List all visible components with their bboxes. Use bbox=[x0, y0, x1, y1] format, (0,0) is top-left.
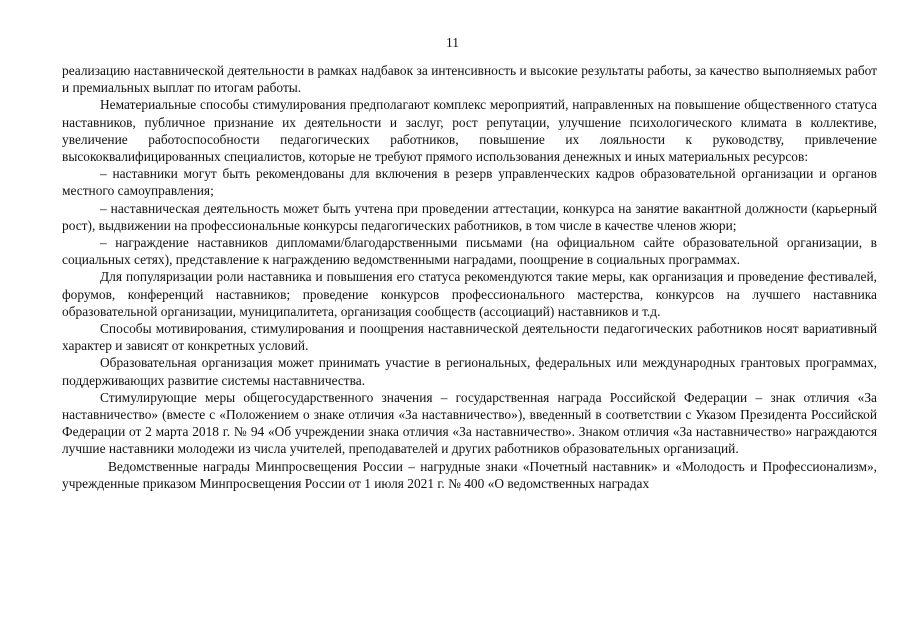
page-body bbox=[62, 62, 877, 492]
page-number: 11 bbox=[446, 35, 459, 50]
list-item-management-reserve: – наставники могут быть рекомендованы для включения в резерв управленческих кадров образовательной организации и органов местного самоуправления; bbox=[62, 166, 877, 199]
paragraph-ministry-awards: Ведомственные награды Минпросвещения России – нагрудные знаки «Почетный наставник» и «Молодость и Профессионализм», учрежденные приказом Минпросвещения России от 1 июля 2021 г. № 400 «О ведомственных наградах bbox=[62, 458, 877, 491]
paragraph-state-award: Стимулирующие меры общегосударственного значения – государственная награда Российской Федерации – знак отличия «За наставничество» (вместе с «Положением о знаке отличия «За наставничество»), введенный в соответствии с Указом Президента Российской Федерации от 2 марта 2018 г. № 94 «Об учреждении знака отличия «За наставничество». Знаком отличия «За наставничество» награждаются лучшие наставники молодежи из числа учителей, преподавателей и других работников образовательных организаций. bbox=[62, 389, 877, 457]
paragraph-continuation: реализацию наставнической деятельности в рамках надбавок за интенсивность и высокие результаты работы, за качество выполняемых работ и премиальных выплат по итогам работы. bbox=[62, 63, 877, 96]
list-item-awards: – награждение наставников дипломами/благодарственными письмами (на официальном сайте образовательной организации, в социальных сетях), представление к награждению ведомственными наградами, поощрение в социальных программах. bbox=[62, 235, 877, 268]
paragraph-grant-programs: Образовательная организация может принимать участие в региональных, федеральных или международных грантовых программах, поддерживающих развитие системы наставничества. bbox=[62, 355, 877, 388]
paragraph-nonmaterial-methods: Нематериальные способы стимулирования предполагают комплекс мероприятий, направленных на повышение общественного статуса наставников, публичное признание их деятельности и заслуг, рост репутации, улучшение психологического климата в коллективе, увеличение работоспособности педагогических работников, повышение их лояльности к руководству, привлечение высококвалифицированных специалистов, которые не требуют прямого использования денежных и иных материальных ресурсов: bbox=[62, 97, 877, 165]
list-item-attestation: – наставническая деятельность может быть учтена при проведении аттестации, конкурса на занятие вакантной должности (карьерный рост), выдвижении на профессиональные конкурсы педагогических работников, в том числе в качестве членов жюри; bbox=[62, 200, 877, 233]
paragraph-popularization: Для популяризации роли наставника и повышения его статуса рекомендуются такие меры, как организация и проведение фестивалей, форумов, конференций наставников; проведение конкурсов профессионального мастерства, конкурсов на лучшего наставника образовательной организации, муниципалитета, организация сообществ (ассоциаций) наставников и т.д. bbox=[62, 269, 877, 319]
paragraph-motivation-methods: Способы мотивирования, стимулирования и поощрения наставнической деятельности педагогических работников носят вариативный характер и зависят от конкретных условий. bbox=[62, 321, 877, 354]
